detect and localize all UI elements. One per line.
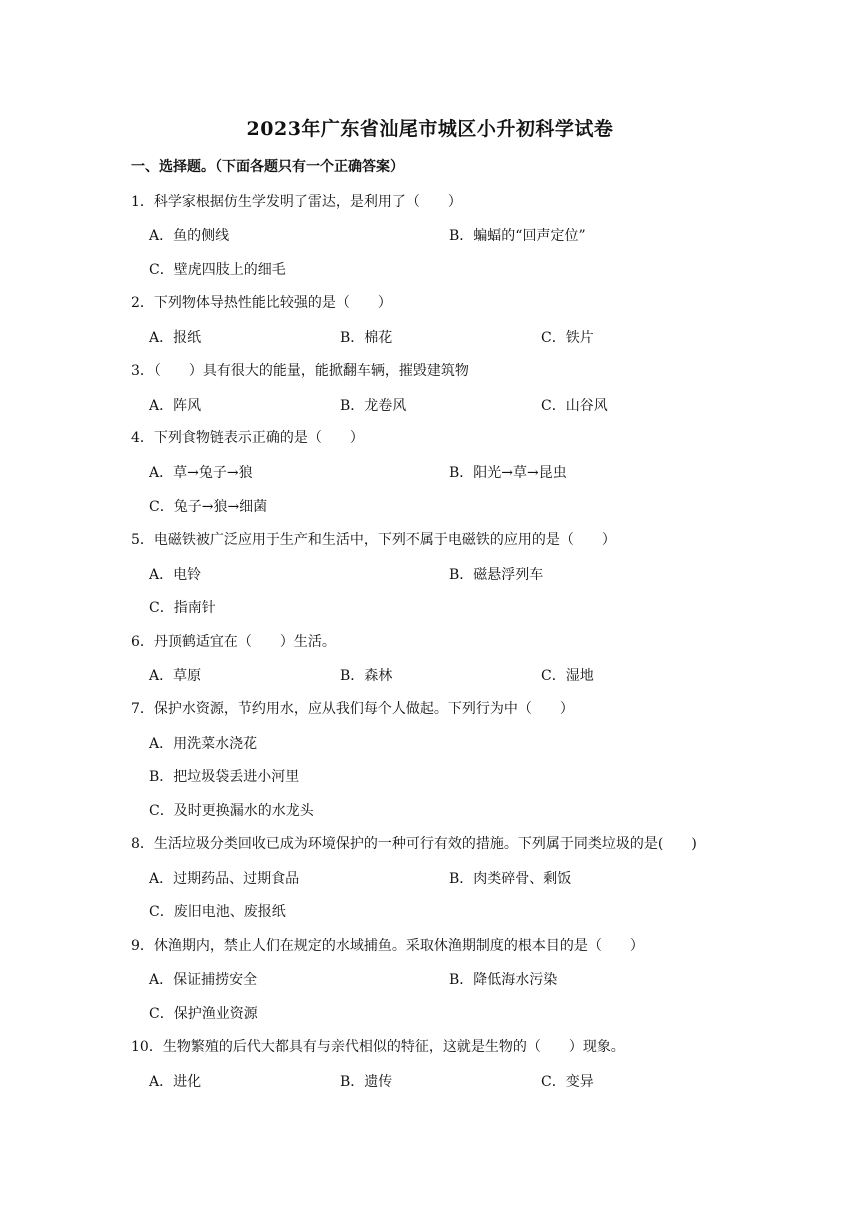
q8-option-a: A．过期药品、过期食品 <box>149 871 300 887</box>
question-8: 8．生活垃圾分类回收已成为环境保护的一种可行有效的措施。下列属于同类垃圾的是( ) <box>131 836 697 852</box>
q10-option-a: A．进化 <box>149 1074 202 1090</box>
q1-option-b: B．蝙蝠的“回声定位” <box>449 228 586 244</box>
question-6: 6．丹顶鹤适宜在（ ）生活。 <box>131 634 336 650</box>
q6-option-c: C．湿地 <box>541 668 594 684</box>
q4-option-a: A．草→兔子→狼 <box>149 465 253 481</box>
q9-option-a: A．保证捕捞安全 <box>149 972 258 988</box>
question-1: 1．科学家根据仿生学发明了雷达，是利用了（ ） <box>131 194 462 210</box>
q5-option-b: B．磁悬浮列车 <box>449 567 544 583</box>
q2-option-a: A．报纸 <box>149 330 202 346</box>
question-5: 5．电磁铁被广泛应用于生产和生活中，下列不属于电磁铁的应用的是（ ） <box>131 532 616 548</box>
page-title: 2023年广东省汕尾市城区小升初科学试卷 <box>246 118 614 140</box>
q3-option-b: B．龙卷风 <box>340 398 407 414</box>
q10-option-b: B．遗传 <box>340 1074 393 1090</box>
question-9: 9．休渔期内，禁止人们在规定的水域捕鱼。采取休渔期制度的根本目的是（ ） <box>131 938 644 954</box>
q9-option-b: B．降低海水污染 <box>449 972 558 988</box>
section-heading: 一、选择题。（下面各题只有一个正确答案） <box>131 159 404 175</box>
q6-option-a: A．草原 <box>149 668 202 684</box>
q1-option-a: A．鱼的侧线 <box>149 228 230 244</box>
q4-option-c: C．兔子→狼→细菌 <box>149 499 268 515</box>
q5-option-c: C．指南针 <box>149 600 216 616</box>
q3-option-a: A．阵风 <box>149 398 202 414</box>
q8-option-c: C．废旧电池、废报纸 <box>149 904 286 920</box>
q10-option-c: C．变异 <box>541 1074 594 1090</box>
q7-option-a: A．用洗菜水浇花 <box>149 736 258 752</box>
question-10: 10．生物繁殖的后代大都具有与亲代相似的特征，这就是生物的（ ）现象。 <box>131 1039 625 1055</box>
question-7: 7．保护水资源，节约用水，应从我们每个人做起。下列行为中（ ） <box>131 701 574 717</box>
q5-option-a: A．电铃 <box>149 567 202 583</box>
question-4: 4．下列食物链表示正确的是（ ） <box>131 430 364 446</box>
q6-option-b: B．森林 <box>340 668 393 684</box>
q2-option-c: C．铁片 <box>541 330 594 346</box>
q8-option-b: B．肉类碎骨、剩饭 <box>449 871 572 887</box>
q2-option-b: B．棉花 <box>340 330 393 346</box>
q3-option-c: C．山谷风 <box>541 398 608 414</box>
q9-option-c: C．保护渔业资源 <box>149 1006 258 1022</box>
q7-option-b: B．把垃圾袋丢进小河里 <box>149 769 300 785</box>
question-3: 3．（ ）具有很大的能量，能掀翻车辆，摧毁建筑物 <box>131 363 469 379</box>
q4-option-b: B．阳光→草→昆虫 <box>449 465 567 481</box>
question-2: 2．下列物体导热性能比较强的是（ ） <box>131 295 392 311</box>
q7-option-c: C．及时更换漏水的水龙头 <box>149 803 314 819</box>
q1-option-c: C．壁虎四肢上的细毛 <box>149 262 286 278</box>
